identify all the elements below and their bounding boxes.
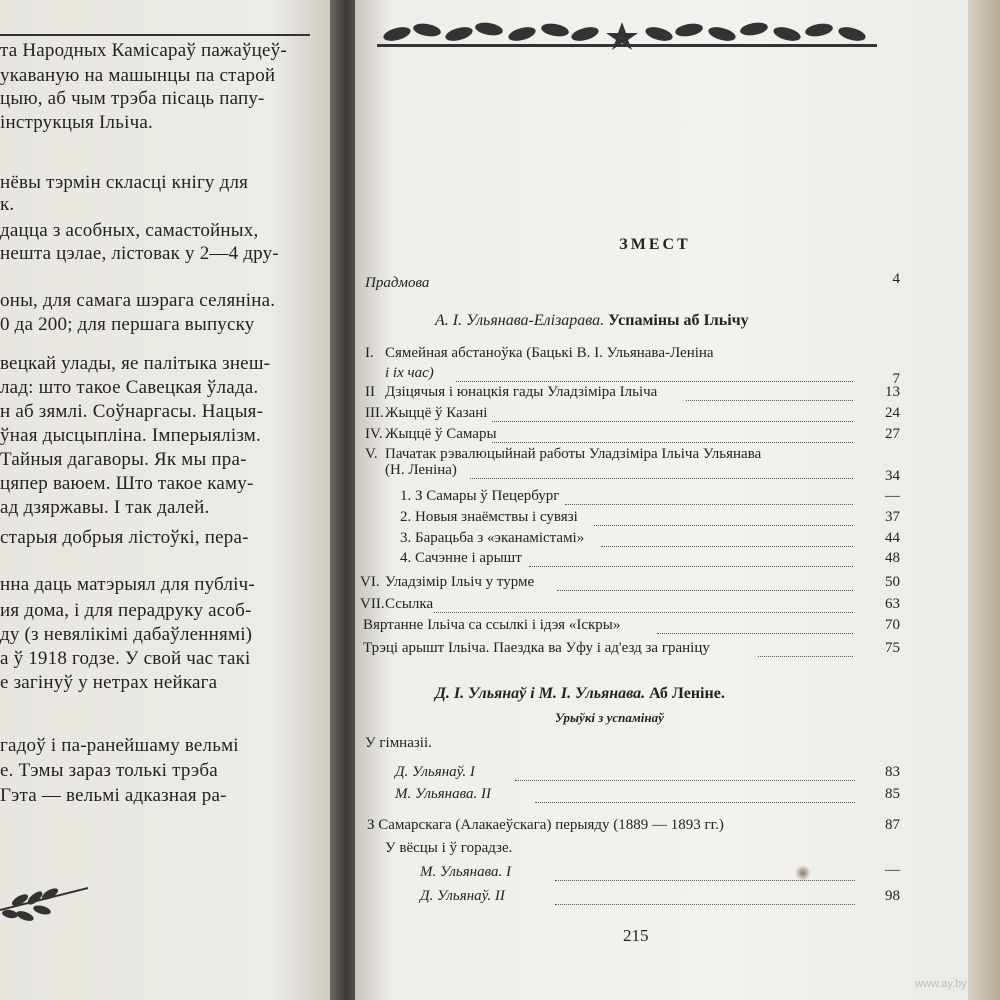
gym-entry-1-text: Д. Ульянаў. I xyxy=(395,764,475,780)
dot-leader xyxy=(565,504,853,505)
left-page-line: дацца з асобных, самастойных, xyxy=(0,220,259,241)
toc-preface-page: 4 xyxy=(892,271,900,287)
top-rule xyxy=(0,34,310,36)
toc-entry-number: VI. xyxy=(360,574,380,590)
village-entry-1-text: М. Ульянава. I xyxy=(420,864,512,880)
toc-entry-page: 48 xyxy=(885,550,900,566)
toc-entry-number: 2. xyxy=(400,509,412,525)
toc-entry-page: 7 xyxy=(892,371,900,387)
left-page xyxy=(0,0,340,1000)
toc-entry-number: VII. xyxy=(360,596,385,612)
page-number: 215 xyxy=(623,926,649,945)
toc-entry-page: 50 xyxy=(885,574,900,590)
village-entry-2-text: Д. Ульянаў. II xyxy=(420,888,505,904)
dot-leader xyxy=(594,525,853,526)
toc-entry-text: Жыццё ў Самары xyxy=(385,426,497,442)
gym-heading: У гімназіі. xyxy=(365,735,432,751)
toc-entry-text-cont: і іх час) xyxy=(385,365,434,381)
toc-entry-number: 3. xyxy=(400,530,412,546)
gym-entry-1-page: 83 xyxy=(885,764,900,780)
part2-subtitle: Урыўкі з успамінаў xyxy=(555,710,664,725)
samara-page: 87 xyxy=(885,817,900,833)
toc-entry-page: 34 xyxy=(885,468,900,484)
left-page-line: Гэта — вельмі адказная ра- xyxy=(0,785,227,806)
left-page-line: ад дзяржавы. І так далей. xyxy=(0,497,210,518)
dot-leader xyxy=(686,400,853,401)
toc-entry-text: Вяртанне Ільіча са ссылкі і ідэя «Іскры» xyxy=(363,617,621,633)
gym-entry-2-text: М. Ульянава. II xyxy=(395,786,492,802)
toc-entry-text: Жыццё ў Казані xyxy=(385,405,488,421)
part2-title: Аб Леніне. xyxy=(649,685,725,702)
dot-leader xyxy=(535,802,855,803)
toc-preface-label: Прадмова xyxy=(365,275,430,291)
dot-leader xyxy=(555,904,855,905)
toc-entry-text: Дзіцячыя і юнацкія гады Уладзіміра Ільіча xyxy=(385,384,658,400)
page-edge xyxy=(968,0,1000,1000)
part2-heading xyxy=(435,685,725,703)
toc-entry-number: IV. xyxy=(365,426,383,442)
dot-leader xyxy=(758,656,853,657)
left-page-line: лад: што такое Савецкая ўлада. xyxy=(0,377,259,398)
toc-entry-number: II xyxy=(365,384,375,400)
left-page-line: оны, для самага шэрага селяніна. xyxy=(0,290,276,311)
gym-entry-2-page: 85 xyxy=(885,786,900,802)
left-page-line: ду (з невялікімі дабаўленнямі) xyxy=(0,624,253,645)
left-page-line: цяпер ваюем. Што такое каму- xyxy=(0,473,254,494)
left-page-line: е загінуў у нетрах нейкага xyxy=(0,672,218,693)
toc-entry-page: 24 xyxy=(885,405,900,421)
left-page-line: старыя добрыя лістоўкі, пера- xyxy=(0,527,249,548)
left-page-line: нна даць матэрыял для публіч- xyxy=(0,574,255,595)
toc-entry-text: Трэці арышт Ільіча. Паездка ва Уфу і ад'езд за граніцу xyxy=(363,640,710,656)
left-page-line: та Народных Камісараў пажаўцеў- xyxy=(0,40,287,61)
dot-leader xyxy=(557,590,853,591)
dot-leader xyxy=(657,633,853,634)
left-page-line: 0 да 200; для першага выпуску xyxy=(0,314,255,335)
toc-entry-page: 70 xyxy=(885,617,900,633)
dot-leader xyxy=(456,381,853,382)
watermark: www.ay.by xyxy=(915,978,967,990)
toc-entry-text: Новыя знаёмствы і сувязі xyxy=(415,509,578,525)
dot-leader xyxy=(515,780,855,781)
left-page-line: вецкай улады, яе палітыка знеш- xyxy=(0,353,271,374)
oak-leaf-ornament-icon xyxy=(377,14,877,50)
toc-entry-text: Барацьба з «эканамістамі» xyxy=(415,530,585,546)
toc-entry-text-cont: (Н. Леніна) xyxy=(385,462,457,478)
left-page-line: цыю, аб чым трэба пісаць папу- xyxy=(0,88,265,109)
left-page-line: н аб зямлі. Соўнаргасы. Нацыя- xyxy=(0,401,264,422)
toc-entry-page: 75 xyxy=(885,640,900,656)
left-page-line: нешта цэлае, лістовак у 2—4 дру- xyxy=(0,243,279,264)
toc-entry-text: Уладзімір Ільіч у турме xyxy=(385,574,535,590)
dot-leader xyxy=(470,478,853,479)
toc-entry-text: Ссылка xyxy=(385,596,434,612)
left-page-line: укаваную на машынцы па старой xyxy=(0,65,276,86)
dot-leader xyxy=(434,612,853,613)
left-page-line: нёвы тэрмін скласці кнігу для xyxy=(0,172,249,193)
left-page-line: інструкцыя Ільіча. xyxy=(0,112,153,133)
left-page-line: Тайныя дагаворы. Як мы пра- xyxy=(0,449,247,470)
part2-author: Д. І. Ульянаў і М. І. Ульянава. xyxy=(435,685,646,702)
toc-entry-number: 1. xyxy=(400,488,412,504)
toc-entry-page: — xyxy=(885,488,900,504)
part1-title: Успаміны аб Ільічу xyxy=(608,312,749,329)
dot-leader xyxy=(555,880,855,881)
right-page xyxy=(355,0,970,1000)
dot-leader xyxy=(601,546,853,547)
dot-leader xyxy=(529,566,853,567)
samara-heading: З Самарскага (Алакаеўскага) перыяду (1889 — 1893 гг.) xyxy=(367,817,724,833)
village-heading: У вёсцы і ў горадзе. xyxy=(385,840,513,856)
toc-entry-number: III. xyxy=(365,405,384,421)
left-page-line: а ў 1918 годзе. У свой час такі xyxy=(0,648,251,669)
toc-heading: ЗМЕСТ xyxy=(619,236,691,253)
toc-entry-text: З Самары ў Пецербург xyxy=(415,488,560,504)
toc-entry-text: Сачэнне і арышт xyxy=(415,550,522,566)
toc-entry-page: 44 xyxy=(885,530,900,546)
dot-leader xyxy=(492,421,853,422)
toc-entry-page: 13 xyxy=(885,384,900,400)
toc-entry-number: I. xyxy=(365,345,374,361)
part1-heading xyxy=(435,312,749,330)
toc-entry-text: Сямейная абстаноўка (Бацькі В. І. Ульянава-Леніна xyxy=(385,345,714,361)
toc-entry-number: V. xyxy=(365,446,378,462)
toc-entry-page: 27 xyxy=(885,426,900,442)
left-page-line: гадоў і па-ранейшаму вельмі xyxy=(0,735,239,756)
left-page-line: ўная дысцыпліна. Імперыялізм. xyxy=(0,425,261,446)
sprig-ornament-icon xyxy=(0,870,90,930)
toc-entry-page: 63 xyxy=(885,596,900,612)
village-entry-1-page: — xyxy=(885,862,900,878)
part1-author: А. І. Ульянава-Елізарава. xyxy=(435,312,605,329)
toc-entry-page: 37 xyxy=(885,509,900,525)
toc-entry-number: 4. xyxy=(400,550,412,566)
village-entry-2-page: 98 xyxy=(885,888,900,904)
paper-stain xyxy=(795,865,811,881)
left-page-line: е. Тэмы зараз толькі трэба xyxy=(0,760,218,781)
left-page-line: к. xyxy=(0,194,15,215)
left-page-line: ия дома, і для перадруку асоб- xyxy=(0,600,252,621)
dot-leader xyxy=(492,442,853,443)
toc-entry-text: Пачатак рэвалюцыйнай работы Уладзіміра Ільіча Ульянава xyxy=(385,446,762,462)
